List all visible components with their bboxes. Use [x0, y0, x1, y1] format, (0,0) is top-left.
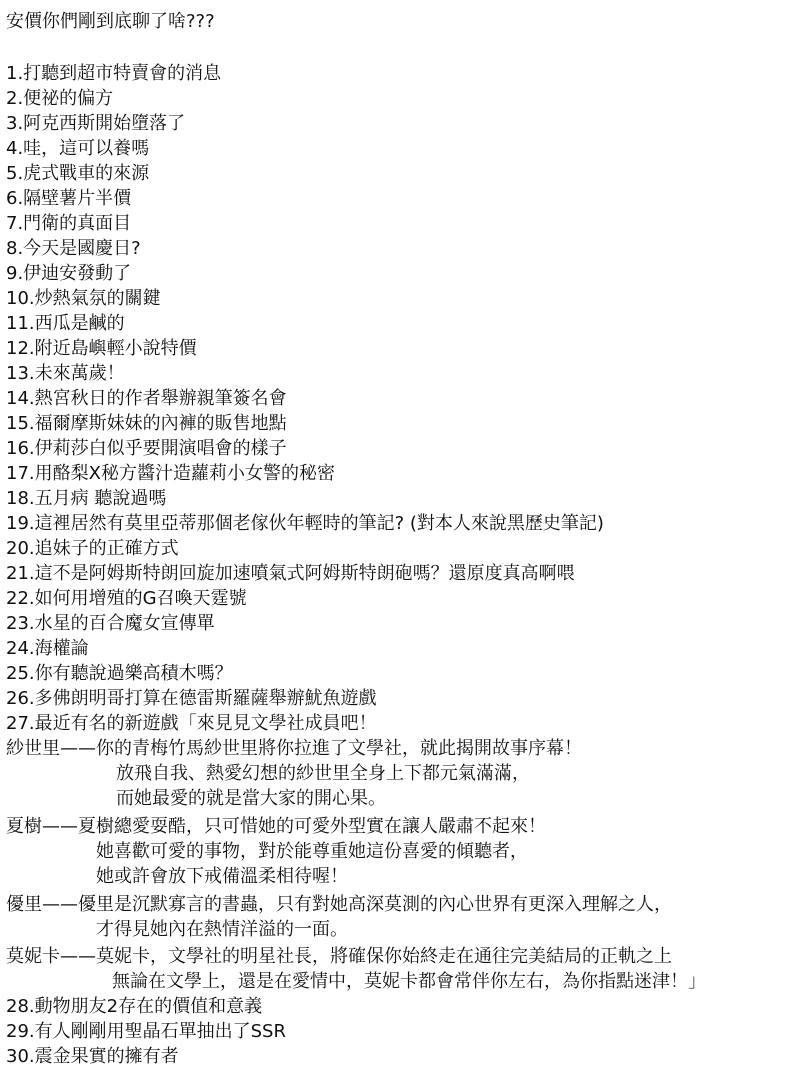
list-item: 14.熱宮秋日的作者舉辦親筆簽名會 — [6, 388, 287, 409]
list-item: 1.打聽到超市特賣會的消息 — [6, 63, 222, 84]
character-intro-continued: 放飛自我、熱愛幻想的紗世里全身上下都元氣滿滿， — [116, 763, 530, 784]
list-item: 23.水星的百合魔女宣傳單 — [6, 613, 215, 634]
list-item: 13.未來萬歲！ — [6, 363, 125, 384]
list-item: 5.虎式戰車的來源 — [6, 163, 150, 184]
character-intro-continued: 無論在文學上，還是在愛情中，莫妮卡都會常伴你左右，為你指點迷津！」 — [112, 971, 706, 992]
list-item: 7.門衛的真面目 — [6, 213, 132, 234]
list-item: 11.西瓜是鹹的 — [6, 313, 125, 334]
character-intro: 紗世里——你的青梅竹馬紗世里將你拉進了文學社，就此揭開故事序幕！ — [6, 738, 582, 759]
list-item: 28.動物朋友2存在的價值和意義 — [6, 996, 263, 1017]
list-item: 27.最近有名的新遊戲「來見見文學社成員吧！ — [6, 713, 377, 734]
list-item: 30.震金果實的擁有者 — [6, 1046, 179, 1067]
list-item: 22.如何用增殖的G召喚天霆號 — [6, 588, 247, 609]
character-intro-continued: 她喜歡可愛的事物，對於能尊重她這份喜愛的傾聽者， — [96, 841, 528, 862]
list-item: 9.伊迪安發動了 — [6, 263, 132, 284]
character-intro: 莫妮卡——莫妮卡，文學社的明星社長，將確保你始終走在通往完美結局的正軌之上 — [6, 946, 672, 967]
list-item: 17.用酪梨X秘方醬汁造蘿莉小女警的秘密 — [6, 463, 335, 484]
list-item: 15.福爾摩斯妹妹的內褲的販售地點 — [6, 413, 287, 434]
list-item: 21.這不是阿姆斯特朗回旋加速噴氣式阿姆斯特朗砲嗎？還原度真高啊喂 — [6, 563, 575, 584]
list-item: 29.有人剛剛用聖晶石單抽出了SSR — [6, 1021, 286, 1042]
list-item: 6.隔壁薯片半價 — [6, 188, 132, 209]
list-item: 19.這裡居然有莫里亞蒂那個老傢伙年輕時的筆記? (對本人來說黑歷史筆記) — [6, 513, 604, 534]
list-item: 18.五月病 聽說過嗎 — [6, 488, 167, 509]
list-item: 16.伊莉莎白似乎要開演唱會的樣子 — [6, 438, 287, 459]
character-intro-continued: 才得見她內在熱情洋溢的一面。 — [96, 919, 348, 940]
list-item: 26.多佛朗明哥打算在德雷斯羅薩舉辦魷魚遊戲 — [6, 688, 377, 709]
list-item: 24.海權論 — [6, 638, 89, 659]
document-title: 安價你們剛到底聊了啥??? — [6, 11, 215, 32]
list-item: 8.今天是國慶日? — [6, 238, 141, 259]
character-intro-continued: 她或許會放下戒備溫柔相待喔！ — [96, 866, 348, 887]
list-item: 3.阿克西斯開始墮落了 — [6, 113, 186, 134]
list-item: 12.附近島嶼輕小說特價 — [6, 338, 197, 359]
character-intro: 優里——優里是沉默寡言的書蟲，只有對她高深莫測的內心世界有更深入理解之人， — [6, 894, 672, 915]
list-item: 20.追妹子的正確方式 — [6, 538, 179, 559]
character-intro: 夏樹——夏樹總愛耍酷，只可惜她的可愛外型實在讓人嚴肅不起來！ — [6, 816, 546, 837]
list-item: 25.你有聽說過樂高積木嗎？ — [6, 663, 233, 684]
list-item: 4.哇，這可以養嗎 — [6, 138, 150, 159]
character-intro-continued: 而她最愛的就是當大家的開心果。 — [116, 788, 386, 809]
list-item: 2.便祕的偏方 — [6, 88, 114, 109]
list-item: 10.炒熱氣氛的關鍵 — [6, 288, 161, 309]
